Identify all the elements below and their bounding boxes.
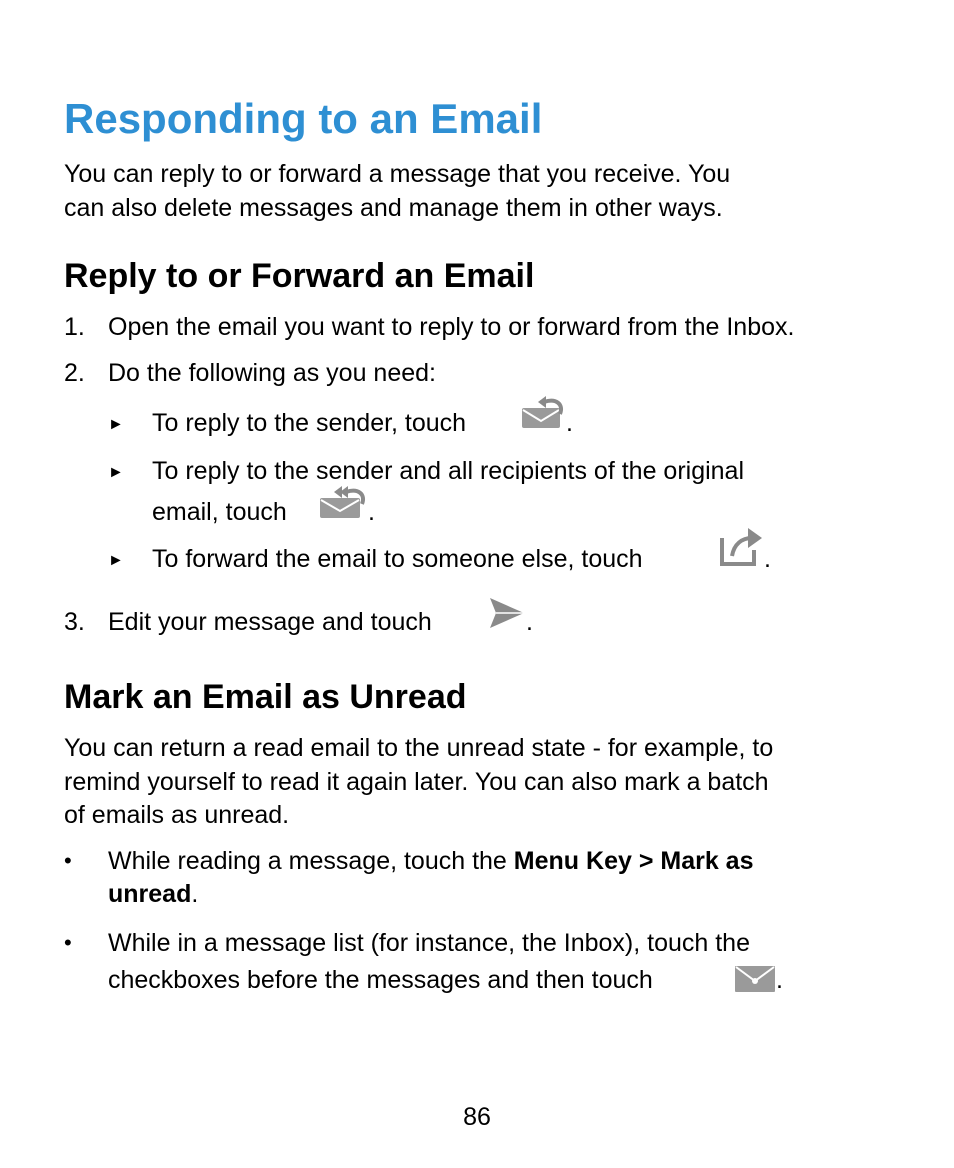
reply-all-icon — [318, 486, 368, 520]
bullet-marker: ► — [108, 464, 124, 481]
section-heading-reply-forward: Reply to or Forward an Email — [64, 257, 535, 295]
unread-para-line-3: of emails as unread. — [64, 801, 290, 829]
bullet-marker: ► — [108, 552, 124, 569]
bullet-dot: • — [64, 930, 72, 955]
bullet-list-line-2: checkboxes before the messages and then touch — [108, 966, 653, 994]
bullet-menu-key-text: While reading a message, touch the — [108, 847, 514, 875]
forward-icon — [718, 526, 764, 568]
section-heading-mark-unread: Mark an Email as Unread — [64, 678, 467, 716]
step-2-number: 2. — [64, 359, 85, 387]
send-icon — [488, 596, 526, 630]
step-3-number: 3. — [64, 608, 85, 636]
bullet-forward-end: . — [764, 545, 771, 573]
bullet-list-line-1: While in a message list (for instance, the Inbox), touch the — [108, 929, 750, 957]
unread-bold: unread — [108, 880, 192, 908]
bullet-marker: ► — [108, 416, 124, 433]
step-3-text: Edit your message and touch — [108, 608, 432, 636]
bullet-reply-end: . — [566, 409, 573, 437]
unread-para-line-1: You can return a read email to the unread state - for example, to — [64, 734, 774, 762]
bullet-menu-key-line-2 — [108, 877, 198, 911]
intro-line-1: You can reply to or forward a message that you receive. You — [64, 160, 731, 188]
bullet-reply-all-end: . — [368, 498, 375, 526]
step-1-text: Open the email you want to reply to or forward from the Inbox. — [108, 313, 795, 341]
step-3-end: . — [526, 608, 533, 636]
bullet-reply-all-line-1: To reply to the sender and all recipients of the original — [152, 457, 745, 485]
page-number: 86 — [463, 1103, 491, 1131]
reply-icon — [520, 396, 566, 430]
menu-key-mark-as-bold: Menu Key > Mark as — [513, 847, 754, 875]
intro-line-2: can also delete messages and manage them in other ways. — [64, 194, 723, 222]
bullet-menu-key-end: . — [191, 880, 199, 908]
step-2-text: Do the following as you need: — [108, 359, 436, 387]
mark-unread-icon — [734, 964, 776, 994]
bullet-menu-key-line-1 — [108, 844, 753, 878]
page-title: Responding to an Email — [64, 95, 543, 142]
bullet-reply-text: To reply to the sender, touch — [152, 409, 467, 437]
bullet-dot: • — [64, 848, 72, 873]
bullet-forward-text: To forward the email to someone else, touch — [152, 545, 643, 573]
bullet-list-end: . — [776, 966, 783, 994]
bullet-reply-all-line-2: email, touch — [152, 498, 287, 526]
unread-para-line-2: remind yourself to read it again later. You can also mark a batch — [64, 768, 769, 796]
step-1-number: 1. — [64, 313, 85, 341]
